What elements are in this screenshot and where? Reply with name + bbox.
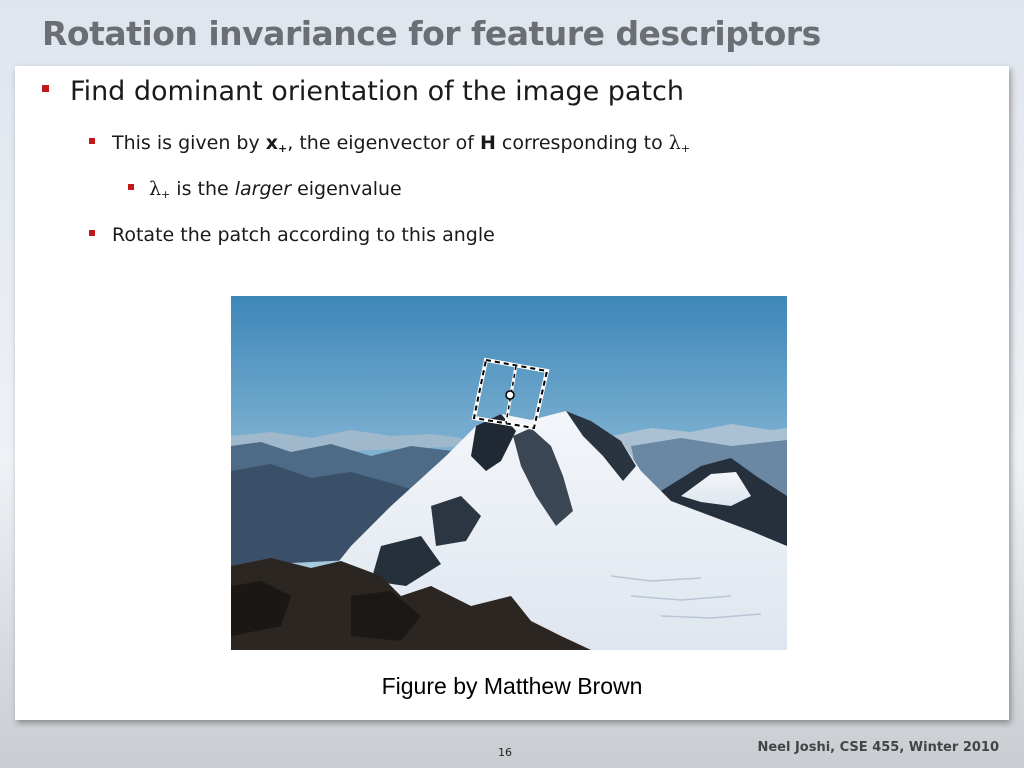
lambda-symbol: λ: [149, 178, 162, 200]
bullet-level2-eigenvector: [89, 132, 690, 155]
footer-credit: Neel Joshi, CSE 455, Winter 2010: [757, 740, 999, 755]
bullet-text: Rotate the patch according to this angle: [112, 224, 495, 246]
bullet-square-icon: [89, 138, 95, 144]
text-fragment: , the eigenvector of: [287, 132, 480, 154]
page-number: 16: [498, 746, 512, 759]
bullet-level2-rotate: [89, 224, 495, 246]
subscript: +: [680, 142, 691, 155]
lambda-symbol: λ: [668, 132, 681, 154]
text-fragment: corresponding to: [495, 132, 669, 154]
text-fragment: is the: [170, 178, 235, 200]
slide-title: Rotation invariance for feature descriptors: [42, 14, 821, 53]
bullet-square-icon: [42, 85, 49, 92]
subscript: +: [161, 188, 171, 201]
bullet-square-icon: [128, 184, 134, 190]
bullet-level3-lambda: [128, 178, 402, 201]
bullet-text: [112, 132, 690, 155]
emphasis-text: larger: [234, 178, 292, 200]
mountain-photo: [231, 296, 787, 650]
vector-symbol: x: [265, 132, 279, 154]
matrix-symbol: H: [479, 132, 496, 154]
subscript: +: [278, 142, 288, 155]
figure-caption: Figure by Matthew Brown: [381, 673, 643, 699]
bullet-text: [149, 178, 402, 201]
bullet-square-icon: [89, 230, 95, 236]
bullet-text: Find dominant orientation of the image patch: [70, 76, 684, 107]
mountain-image: [231, 296, 787, 650]
bullet-level1: [42, 76, 684, 107]
text-fragment: eigenvalue: [291, 178, 402, 200]
text-fragment: This is given by: [112, 132, 266, 154]
